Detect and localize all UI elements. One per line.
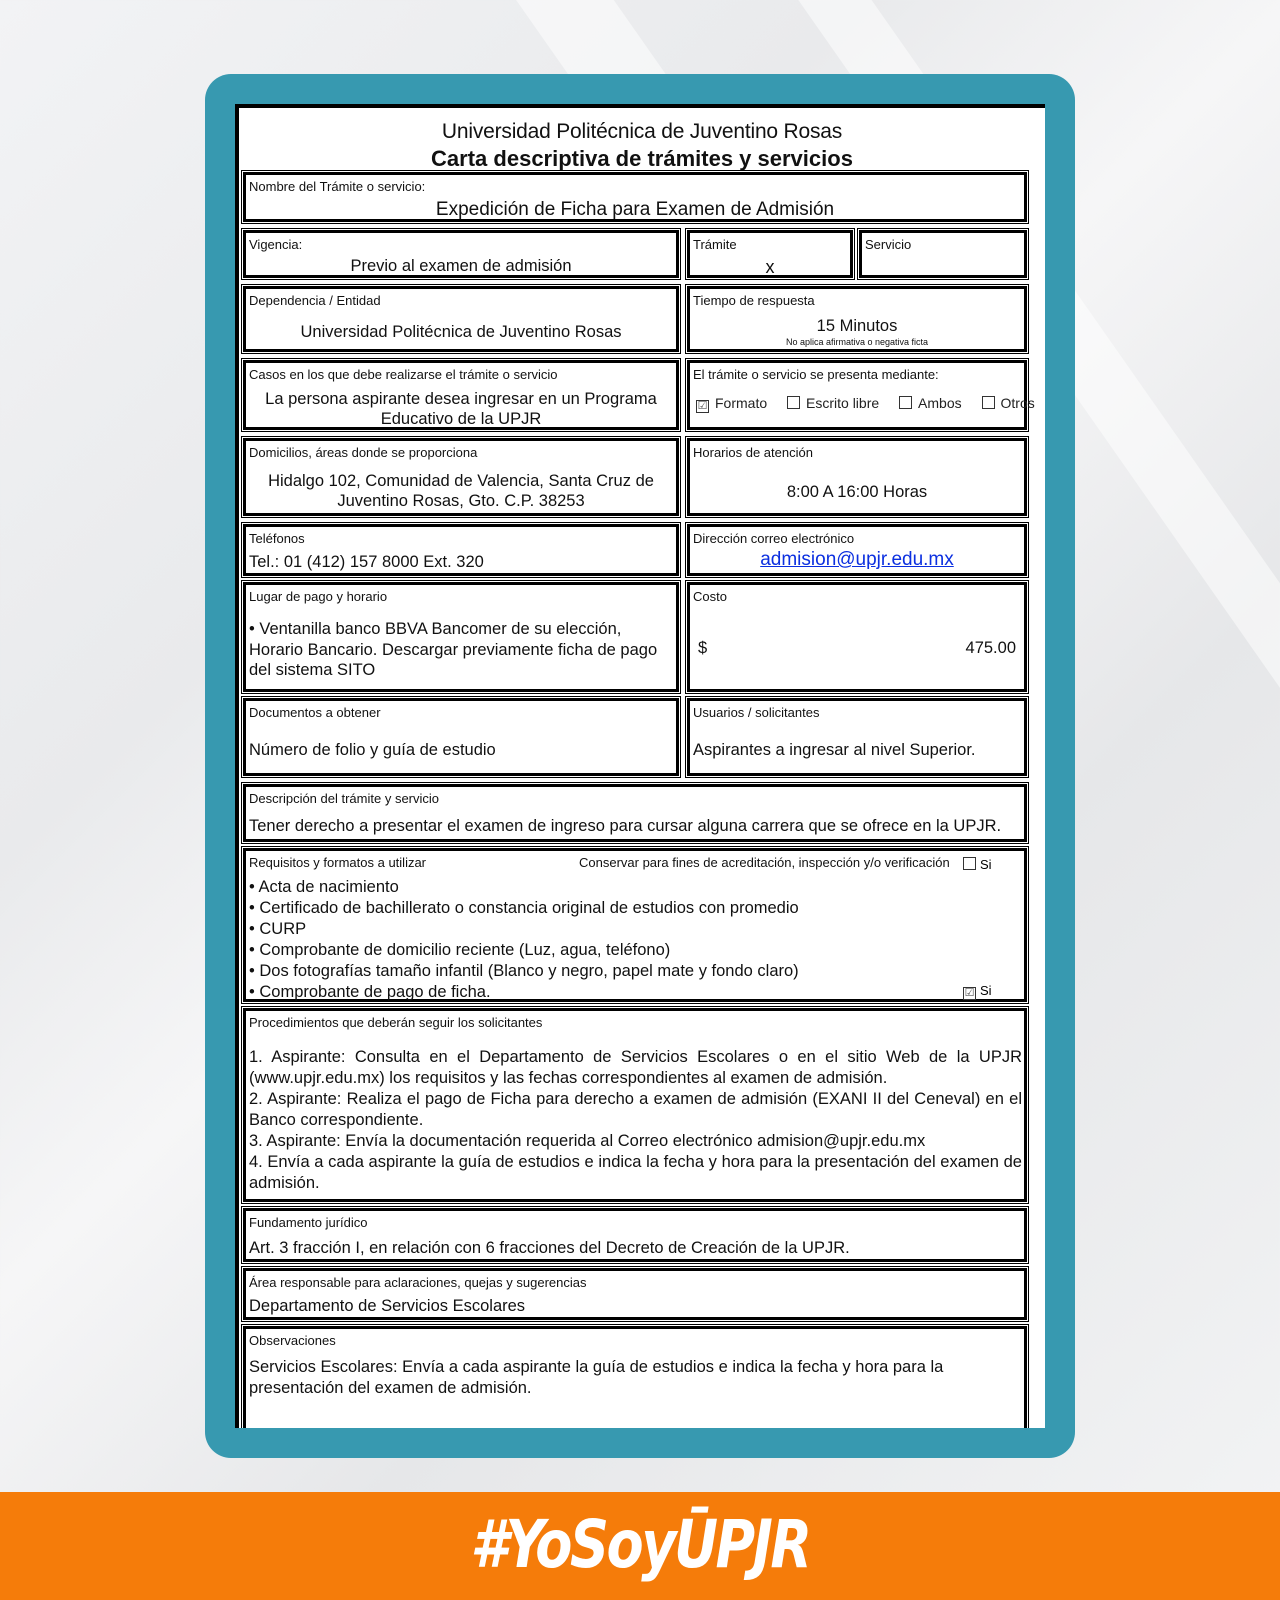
field-descripcion bbox=[243, 784, 1027, 842]
procedure-step: 1. Aspirante: Consulta en el Departamento de Servicios Escolares o en el sitio Web de la UPJR (www.upjr.edu.mx) los requisitos y las fechas correspondientes al examen de admisión. bbox=[249, 1048, 1022, 1087]
option-ambos[interactable]: Ambos bbox=[899, 395, 962, 411]
hashtag-logo: #YoSoyŪPJR bbox=[470, 1506, 810, 1583]
list-item: • Acta de nacimiento bbox=[249, 878, 399, 896]
conservar-bottom[interactable]: ☑ Si bbox=[964, 983, 992, 999]
field-value: Tener derecho a presentar el examen de ingreso para cursar alguna carrera que se ofrece en la UPJR. bbox=[249, 817, 1002, 835]
field-label: El trámite o servicio se presenta mediante: bbox=[693, 367, 939, 382]
field-label: Área responsable para aclaraciones, quejas y sugerencias bbox=[249, 1275, 587, 1290]
option-otros[interactable]: Otros bbox=[982, 395, 1035, 411]
tramite-mark: x bbox=[765, 257, 775, 277]
list-item: • Comprobante de pago de ficha. bbox=[249, 983, 491, 1001]
procedure-step: 2. Aspirante: Realiza el pago de Ficha para derecho a examen de admisión (EXANI II del Ceneval) en el Banco correspondiente. bbox=[249, 1090, 1022, 1129]
field-usuarios bbox=[687, 698, 1027, 776]
field-value: Previo al examen de admisión bbox=[350, 257, 572, 275]
list-item: • Certificado de bachillerato o constancia original de estudios con promedio bbox=[249, 899, 799, 917]
procedimientos-list bbox=[249, 1047, 1022, 1194]
field-value: La persona aspirante desea ingresar en un Programa Educativo de la UPJR bbox=[265, 390, 657, 428]
field-domicilios bbox=[243, 438, 679, 516]
field-label: Domicilios, áreas donde se proporciona bbox=[249, 445, 478, 460]
presenta-options bbox=[696, 395, 1035, 413]
field-label: Procedimientos que deberán seguir los solicitantes bbox=[249, 1015, 543, 1030]
field-observaciones bbox=[243, 1326, 1027, 1428]
field-correo bbox=[687, 524, 1027, 576]
field-value: Expedición de Ficha para Examen de Admisión bbox=[435, 199, 835, 220]
field-area bbox=[243, 1268, 1027, 1320]
checkbox-icon[interactable] bbox=[787, 396, 800, 409]
field-label: Horarios de atención bbox=[693, 445, 813, 460]
field-label: Lugar de pago y horario bbox=[249, 589, 388, 604]
document-card bbox=[205, 74, 1075, 1458]
checkbox-icon[interactable] bbox=[963, 857, 976, 870]
list-item: • Comprobante de domicilio reciente (Luz, agua, teléfono) bbox=[249, 941, 671, 959]
currency-symbol: $ bbox=[698, 639, 708, 657]
procedure-step: 3. Aspirante: Envía la documentación requerida al Correo electrónico admision@upjr.edu.mx bbox=[249, 1132, 926, 1150]
field-servicio bbox=[859, 230, 1027, 278]
document-title: Carta descriptiva de trámites y servicios bbox=[431, 146, 853, 171]
field-requisitos bbox=[243, 848, 1027, 1002]
checkbox-checked-icon[interactable]: ☑ bbox=[697, 400, 708, 412]
list-item: • CURP bbox=[249, 920, 307, 938]
field-value: Art. 3 fracción I, en relación con 6 fracciones del Decreto de Creación de la UPJR. bbox=[249, 1239, 850, 1257]
field-value: Departamento de Servicios Escolares bbox=[249, 1297, 526, 1315]
field-vigencia bbox=[243, 230, 679, 278]
field-value: • Ventanilla banco BBVA Bancomer de su elección, Horario Bancario. Descargar previamente ficha de pago del sistema SITO bbox=[249, 620, 658, 679]
field-telefonos bbox=[243, 524, 679, 576]
field-value: Aspirantes a ingresar al nivel Superior. bbox=[693, 741, 976, 759]
email-link[interactable]: admision@upjr.edu.mx bbox=[760, 549, 954, 570]
field-tiempo bbox=[687, 286, 1027, 352]
field-lugar-pago bbox=[243, 582, 679, 692]
university-name: Universidad Politécnica de Juventino Rosas bbox=[441, 120, 843, 143]
field-value: Tel.: 01 (412) 157 8000 Ext. 320 bbox=[249, 553, 484, 571]
field-label: Casos en los que debe realizarse el trámite o servicio bbox=[249, 367, 558, 382]
option-formato[interactable]: ☑ Formato bbox=[697, 395, 768, 412]
field-label: Teléfonos bbox=[249, 531, 305, 546]
requisitos-list bbox=[249, 877, 799, 1003]
field-dependencia bbox=[243, 286, 679, 352]
option-escrito-libre[interactable]: Escrito libre bbox=[787, 395, 879, 411]
field-label: Dirección correo electrónico bbox=[693, 531, 855, 546]
field-label: Requisitos y formatos a utilizar bbox=[249, 855, 427, 870]
field-label: Dependencia / Entidad bbox=[249, 293, 381, 308]
field-value: 8:00 A 16:00 Horas bbox=[786, 483, 928, 501]
field-value: Servicios Escolares: Envía a cada aspirante la guía de estudios e indica la fecha y hora para la presentación del examen de admisión. bbox=[249, 1358, 944, 1397]
checkbox-icon[interactable] bbox=[899, 396, 912, 409]
field-value: 15 Minutos bbox=[816, 317, 898, 335]
checkbox-icon[interactable] bbox=[982, 396, 995, 409]
field-label: Documentos a obtener bbox=[249, 705, 381, 720]
field-label: Costo bbox=[693, 589, 727, 604]
field-procedimientos bbox=[243, 1008, 1027, 1202]
field-casos bbox=[243, 360, 679, 430]
field-label: Vigencia: bbox=[249, 237, 303, 252]
field-label: Servicio bbox=[865, 237, 912, 252]
cost-value: 475.00 bbox=[965, 639, 1016, 657]
field-label: Tiempo de respuesta bbox=[693, 293, 815, 308]
field-label: Nombre del Trámite o servicio: bbox=[249, 179, 426, 194]
procedure-step: 4. Envía a cada aspirante la guía de estudios e indica la fecha y hora para la presentación del examen de admisión. bbox=[249, 1153, 1022, 1192]
field-value: Universidad Politécnica de Juventino Rosas bbox=[300, 323, 622, 341]
field-label: Trámite bbox=[693, 237, 737, 252]
document-sheet bbox=[235, 104, 1045, 1428]
checkbox-checked-icon[interactable]: ☑ bbox=[964, 987, 975, 999]
field-tramite bbox=[687, 230, 853, 278]
field-label: Usuarios / solicitantes bbox=[693, 705, 820, 720]
footer-banner bbox=[0, 1492, 1280, 1600]
conservar-label: Conservar para fines de acreditación, inspección y/o verificación bbox=[579, 855, 950, 870]
field-label: Fundamento jurídico bbox=[249, 1215, 368, 1230]
list-item: • Dos fotografías tamaño infantil (Blanco y negro, papel mate y fondo claro) bbox=[249, 962, 799, 980]
field-value: Número de folio y guía de estudio bbox=[249, 741, 496, 759]
field-presenta bbox=[687, 360, 1035, 430]
field-fundamento bbox=[243, 1208, 1027, 1262]
field-horarios bbox=[687, 438, 1027, 516]
field-documentos bbox=[243, 698, 679, 776]
field-costo bbox=[687, 582, 1027, 692]
field-label: Observaciones bbox=[249, 1333, 336, 1348]
field-value: Hidalgo 102, Comunidad de Valencia, Santa Cruz de Juventino Rosas, Gto. C.P. 38253 bbox=[268, 472, 654, 510]
conservar-top[interactable]: Si bbox=[963, 857, 992, 872]
field-note: No aplica afirmativa o negativa ficta bbox=[785, 337, 929, 347]
field-label: Descripción del trámite y servicio bbox=[249, 791, 440, 806]
field-nombre bbox=[243, 172, 1027, 222]
